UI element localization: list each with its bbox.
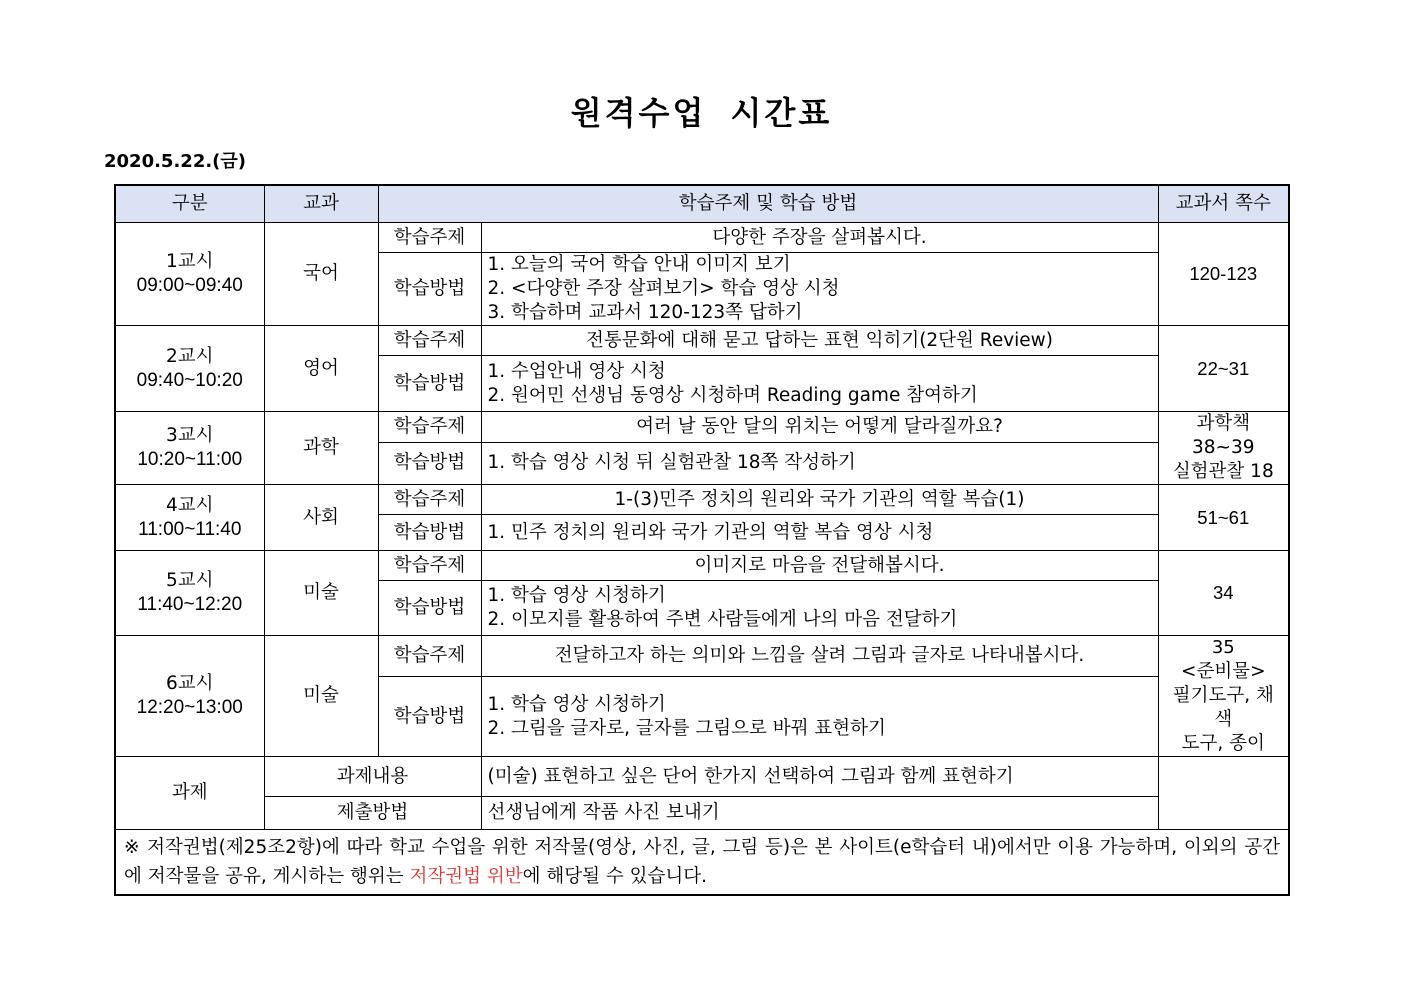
topic-text: 이미지로 마음을 전달해봅시다. [481, 551, 1158, 581]
subject-cell: 미술 [264, 636, 378, 757]
method-label: 학습방법 [378, 677, 481, 757]
assignment-content: (미술) 표현하고 싶은 단어 한가지 선택하여 그림과 함께 표현하기 [481, 757, 1158, 797]
subject-cell: 사회 [264, 485, 378, 551]
method-list [481, 677, 1158, 757]
method-label: 학습방법 [378, 581, 481, 636]
method-item: 2. 그림을 글자로, 글자를 그림으로 바꿔 표현하기 [487, 717, 886, 739]
table-row [115, 326, 1289, 356]
method-list [481, 515, 1158, 551]
pages-cell: 120-123 [1158, 223, 1289, 326]
table-row [115, 223, 1289, 253]
pages-cell: 51~61 [1158, 485, 1289, 551]
page-title: 원격수업 시간표 [570, 94, 833, 132]
method-list [481, 581, 1158, 636]
method-item: 1. 학습 영상 시청하기 [487, 585, 666, 606]
pages-cell: 과학책 38~39 실험관찰 18 [1158, 412, 1289, 485]
topic-text: 다양한 주장을 살펴봅시다. [481, 223, 1158, 253]
method-label: 학습방법 [378, 515, 481, 551]
topic-label: 학습주제 [378, 326, 481, 356]
assignment-submit: 선생님에게 작품 사진 보내기 [481, 797, 1158, 830]
pages-cell: 35 <준비물> 필기도구, 채색 도구, 종이 [1158, 636, 1289, 757]
notice-row [115, 830, 1289, 896]
assignment-row [115, 797, 1289, 830]
topic-label: 학습주제 [378, 485, 481, 515]
table-row [115, 412, 1289, 443]
method-item: 1. 학습 영상 시청 뒤 실험관찰 18쪽 작성하기 [487, 452, 856, 474]
method-item: 1. 수업안내 영상 시청 [487, 360, 666, 382]
subject-cell: 국어 [264, 223, 378, 326]
table-row [115, 636, 1289, 677]
period-cell: 6교시 12:20~13:00 [115, 636, 264, 757]
method-list [481, 356, 1158, 412]
assignment-submit-label: 제출방법 [264, 797, 481, 830]
period-cell: 5교시 11:40~12:20 [115, 551, 264, 636]
topic-label: 학습주제 [378, 551, 481, 581]
method-label: 학습방법 [378, 442, 481, 484]
assignment-row [115, 757, 1289, 797]
copyright-notice: ※ 저작권법(제25조2항)에 따라 학교 수업을 위한 저작물(영상, 사진, 글, 그림 등)은 본 사이트(e학습터 내)에서만 이용 가능하며, 이외의 공간에 저작물을 공유, 게시하는 행위는 저작권법 위반에 해당될 수 있습니다. [115, 830, 1289, 896]
header-division: 구분 [115, 185, 264, 223]
topic-text: 전달하고자 하는 의미와 느낌을 살려 그림과 글자로 나타내봅시다. [481, 636, 1158, 677]
method-item: 1. 학습 영상 시청하기 [487, 693, 666, 715]
subject-cell: 미술 [264, 551, 378, 636]
topic-label: 학습주제 [378, 223, 481, 253]
header-pages: 교과서 쪽수 [1158, 185, 1289, 223]
notice-highlight: 저작권법 위반 [409, 866, 523, 887]
subject-cell: 영어 [264, 326, 378, 412]
method-label: 학습방법 [378, 356, 481, 412]
method-item: 2. 원어민 선생님 동영상 시청하며 Reading game 참여하기 [487, 384, 978, 406]
period-cell: 3교시 10:20~11:00 [115, 412, 264, 485]
topic-label: 학습주제 [378, 412, 481, 443]
table-row [115, 485, 1289, 515]
pages-cell: 34 [1158, 551, 1289, 636]
assignment-label: 과제 [115, 757, 264, 830]
header-row [115, 185, 1289, 223]
header-topic-method: 학습주제 및 학습 방법 [378, 185, 1158, 223]
method-item: 2. <다양한 주장 살펴보기> 학습 영상 시청 [487, 278, 840, 299]
topic-text: 전통문화에 대해 묻고 답하는 표현 익히기(2단원 Review) [481, 326, 1158, 356]
period-cell: 4교시 11:00~11:40 [115, 485, 264, 551]
table-row [115, 551, 1289, 581]
period-cell: 2교시 09:40~10:20 [115, 326, 264, 412]
pages-cell: 22~31 [1158, 326, 1289, 412]
date-label: 2020.5.22.(금) [104, 151, 247, 172]
method-label: 학습방법 [378, 253, 481, 326]
method-item: 3. 학습하며 교과서 120-123쪽 답하기 [487, 302, 803, 323]
assignment-content-label: 과제내용 [264, 757, 481, 797]
topic-label: 학습주제 [378, 636, 481, 677]
topic-text: 1-(3)민주 정치의 원리와 국가 기관의 역할 복습(1) [481, 485, 1158, 515]
header-subject: 교과 [264, 185, 378, 223]
method-item: 1. 오늘의 국어 학습 안내 이미지 보기 [487, 254, 791, 275]
method-item: 2. 이모지를 활용하여 주변 사람들에게 나의 마음 전달하기 [487, 609, 958, 630]
timetable [114, 184, 1290, 896]
period-cell: 1교시 09:00~09:40 [115, 223, 264, 326]
topic-text: 여러 날 동안 달의 위치는 어떻게 달라질까요? [481, 412, 1158, 443]
method-list [481, 442, 1158, 484]
subject-cell: 과학 [264, 412, 378, 485]
method-list [481, 253, 1158, 326]
assignment-empty-cell [1158, 757, 1289, 830]
method-item: 1. 민주 정치의 원리와 국가 기관의 역할 복습 영상 시청 [487, 521, 934, 543]
